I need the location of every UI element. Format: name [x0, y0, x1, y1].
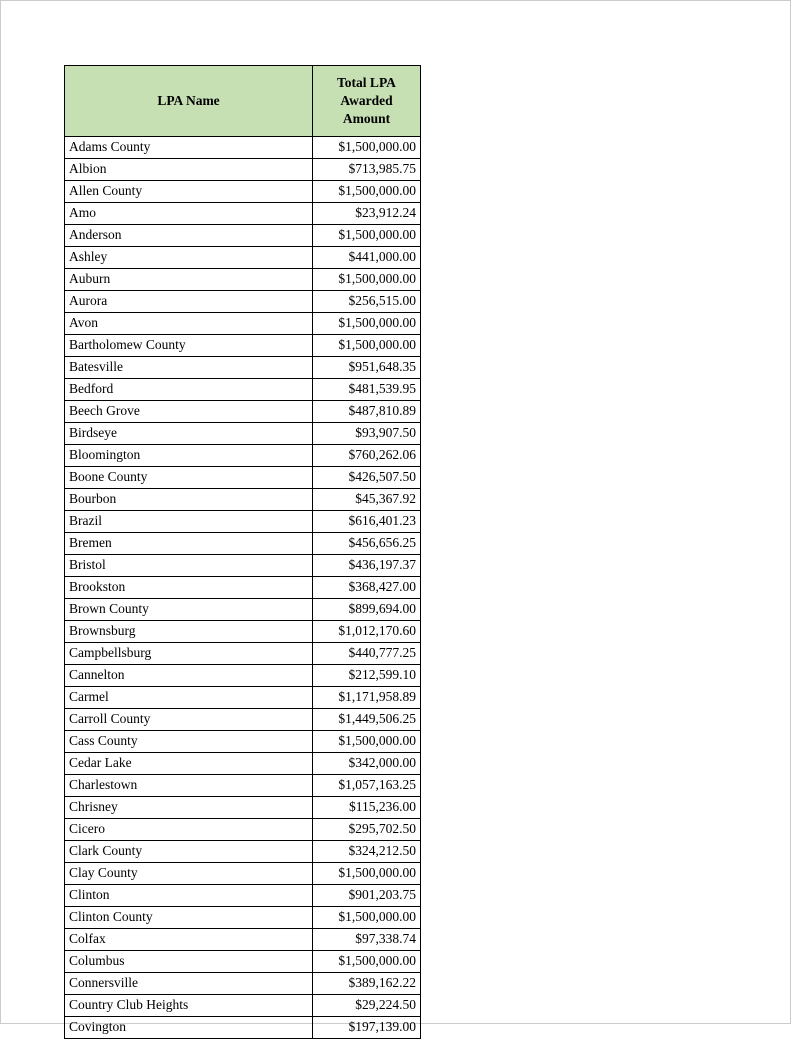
cell-awarded-amount: $1,500,000.00 [313, 181, 421, 203]
table-row [65, 775, 421, 797]
table-row [65, 621, 421, 643]
cell-lpa-name: Carmel [65, 687, 313, 709]
column-header-total-awarded-amount: Total LPA Awarded Amount [313, 66, 421, 137]
cell-awarded-amount: $436,197.37 [313, 555, 421, 577]
cell-awarded-amount: $324,212.50 [313, 841, 421, 863]
cell-lpa-name: Campbellsburg [65, 643, 313, 665]
table-row [65, 929, 421, 951]
table-row [65, 159, 421, 181]
table-row [65, 709, 421, 731]
cell-awarded-amount: $295,702.50 [313, 819, 421, 841]
cell-awarded-amount: $456,656.25 [313, 533, 421, 555]
table-row [65, 291, 421, 313]
cell-lpa-name: Charlestown [65, 775, 313, 797]
table-row [65, 863, 421, 885]
cell-awarded-amount: $23,912.24 [313, 203, 421, 225]
cell-lpa-name: Brazil [65, 511, 313, 533]
cell-awarded-amount: $616,401.23 [313, 511, 421, 533]
cell-lpa-name: Brookston [65, 577, 313, 599]
cell-awarded-amount: $97,338.74 [313, 929, 421, 951]
cell-lpa-name: Chrisney [65, 797, 313, 819]
table-row [65, 797, 421, 819]
table-row [65, 137, 421, 159]
cell-lpa-name: Bartholomew County [65, 335, 313, 357]
cell-lpa-name: Bristol [65, 555, 313, 577]
cell-lpa-name: Ashley [65, 247, 313, 269]
table-row [65, 467, 421, 489]
table-row [65, 731, 421, 753]
lpa-awards-table-container [64, 65, 420, 1039]
cell-awarded-amount: $1,500,000.00 [313, 269, 421, 291]
table-row [65, 357, 421, 379]
table-row [65, 687, 421, 709]
cell-awarded-amount: $1,500,000.00 [313, 731, 421, 753]
table-row [65, 379, 421, 401]
cell-lpa-name: Bremen [65, 533, 313, 555]
table-row [65, 555, 421, 577]
cell-awarded-amount: $342,000.00 [313, 753, 421, 775]
cell-awarded-amount: $440,777.25 [313, 643, 421, 665]
cell-lpa-name: Clay County [65, 863, 313, 885]
cell-lpa-name: Avon [65, 313, 313, 335]
cell-lpa-name: Birdseye [65, 423, 313, 445]
cell-lpa-name: Beech Grove [65, 401, 313, 423]
cell-lpa-name: Country Club Heights [65, 995, 313, 1017]
table-row [65, 599, 421, 621]
table-row [65, 423, 421, 445]
cell-awarded-amount: $45,367.92 [313, 489, 421, 511]
cell-awarded-amount: $1,057,163.25 [313, 775, 421, 797]
cell-awarded-amount: $93,907.50 [313, 423, 421, 445]
cell-awarded-amount: $760,262.06 [313, 445, 421, 467]
cell-lpa-name: Cedar Lake [65, 753, 313, 775]
table-row [65, 577, 421, 599]
cell-lpa-name: Albion [65, 159, 313, 181]
table-row [65, 885, 421, 907]
cell-lpa-name: Adams County [65, 137, 313, 159]
cell-awarded-amount: $256,515.00 [313, 291, 421, 313]
cell-awarded-amount: $713,985.75 [313, 159, 421, 181]
table-row [65, 665, 421, 687]
cell-awarded-amount: $1,500,000.00 [313, 313, 421, 335]
cell-lpa-name: Clinton [65, 885, 313, 907]
cell-awarded-amount: $29,224.50 [313, 995, 421, 1017]
table-row [65, 511, 421, 533]
table-row [65, 819, 421, 841]
table-row [65, 203, 421, 225]
table-body [65, 137, 421, 1039]
table-row [65, 181, 421, 203]
cell-awarded-amount: $1,449,506.25 [313, 709, 421, 731]
cell-awarded-amount: $115,236.00 [313, 797, 421, 819]
cell-lpa-name: Connersville [65, 973, 313, 995]
cell-lpa-name: Cass County [65, 731, 313, 753]
table-row [65, 247, 421, 269]
cell-awarded-amount: $1,171,958.89 [313, 687, 421, 709]
table-row [65, 643, 421, 665]
table-row [65, 269, 421, 291]
lpa-awards-table [64, 65, 421, 1039]
table-row [65, 445, 421, 467]
cell-lpa-name: Allen County [65, 181, 313, 203]
cell-lpa-name: Auburn [65, 269, 313, 291]
cell-lpa-name: Carroll County [65, 709, 313, 731]
cell-awarded-amount: $487,810.89 [313, 401, 421, 423]
table-row [65, 1017, 421, 1039]
cell-lpa-name: Clark County [65, 841, 313, 863]
table-row [65, 951, 421, 973]
cell-awarded-amount: $1,500,000.00 [313, 907, 421, 929]
cell-awarded-amount: $1,500,000.00 [313, 335, 421, 357]
table-row [65, 973, 421, 995]
column-header-lpa-name: LPA Name [65, 66, 313, 137]
cell-lpa-name: Bloomington [65, 445, 313, 467]
cell-awarded-amount: $1,500,000.00 [313, 137, 421, 159]
table-header [65, 66, 421, 137]
cell-awarded-amount: $899,694.00 [313, 599, 421, 621]
table-row [65, 401, 421, 423]
table-row [65, 753, 421, 775]
cell-lpa-name: Clinton County [65, 907, 313, 929]
cell-awarded-amount: $368,427.00 [313, 577, 421, 599]
cell-awarded-amount: $1,500,000.00 [313, 951, 421, 973]
table-row [65, 995, 421, 1017]
table-row [65, 313, 421, 335]
cell-lpa-name: Anderson [65, 225, 313, 247]
cell-awarded-amount: $1,012,170.60 [313, 621, 421, 643]
cell-lpa-name: Amo [65, 203, 313, 225]
table-row [65, 489, 421, 511]
cell-lpa-name: Boone County [65, 467, 313, 489]
table-row [65, 907, 421, 929]
table-header-row [65, 66, 421, 137]
cell-awarded-amount: $901,203.75 [313, 885, 421, 907]
cell-awarded-amount: $389,162.22 [313, 973, 421, 995]
table-row [65, 841, 421, 863]
cell-awarded-amount: $426,507.50 [313, 467, 421, 489]
cell-lpa-name: Bourbon [65, 489, 313, 511]
table-row [65, 533, 421, 555]
table-row [65, 335, 421, 357]
cell-awarded-amount: $441,000.00 [313, 247, 421, 269]
cell-lpa-name: Brownsburg [65, 621, 313, 643]
cell-awarded-amount: $197,139.00 [313, 1017, 421, 1039]
cell-lpa-name: Covington [65, 1017, 313, 1039]
cell-lpa-name: Cicero [65, 819, 313, 841]
cell-awarded-amount: $481,539.95 [313, 379, 421, 401]
cell-awarded-amount: $1,500,000.00 [313, 863, 421, 885]
cell-lpa-name: Brown County [65, 599, 313, 621]
table-row [65, 225, 421, 247]
cell-lpa-name: Bedford [65, 379, 313, 401]
cell-awarded-amount: $1,500,000.00 [313, 225, 421, 247]
cell-lpa-name: Cannelton [65, 665, 313, 687]
cell-lpa-name: Colfax [65, 929, 313, 951]
cell-awarded-amount: $951,648.35 [313, 357, 421, 379]
cell-lpa-name: Aurora [65, 291, 313, 313]
cell-lpa-name: Batesville [65, 357, 313, 379]
cell-awarded-amount: $212,599.10 [313, 665, 421, 687]
cell-lpa-name: Columbus [65, 951, 313, 973]
